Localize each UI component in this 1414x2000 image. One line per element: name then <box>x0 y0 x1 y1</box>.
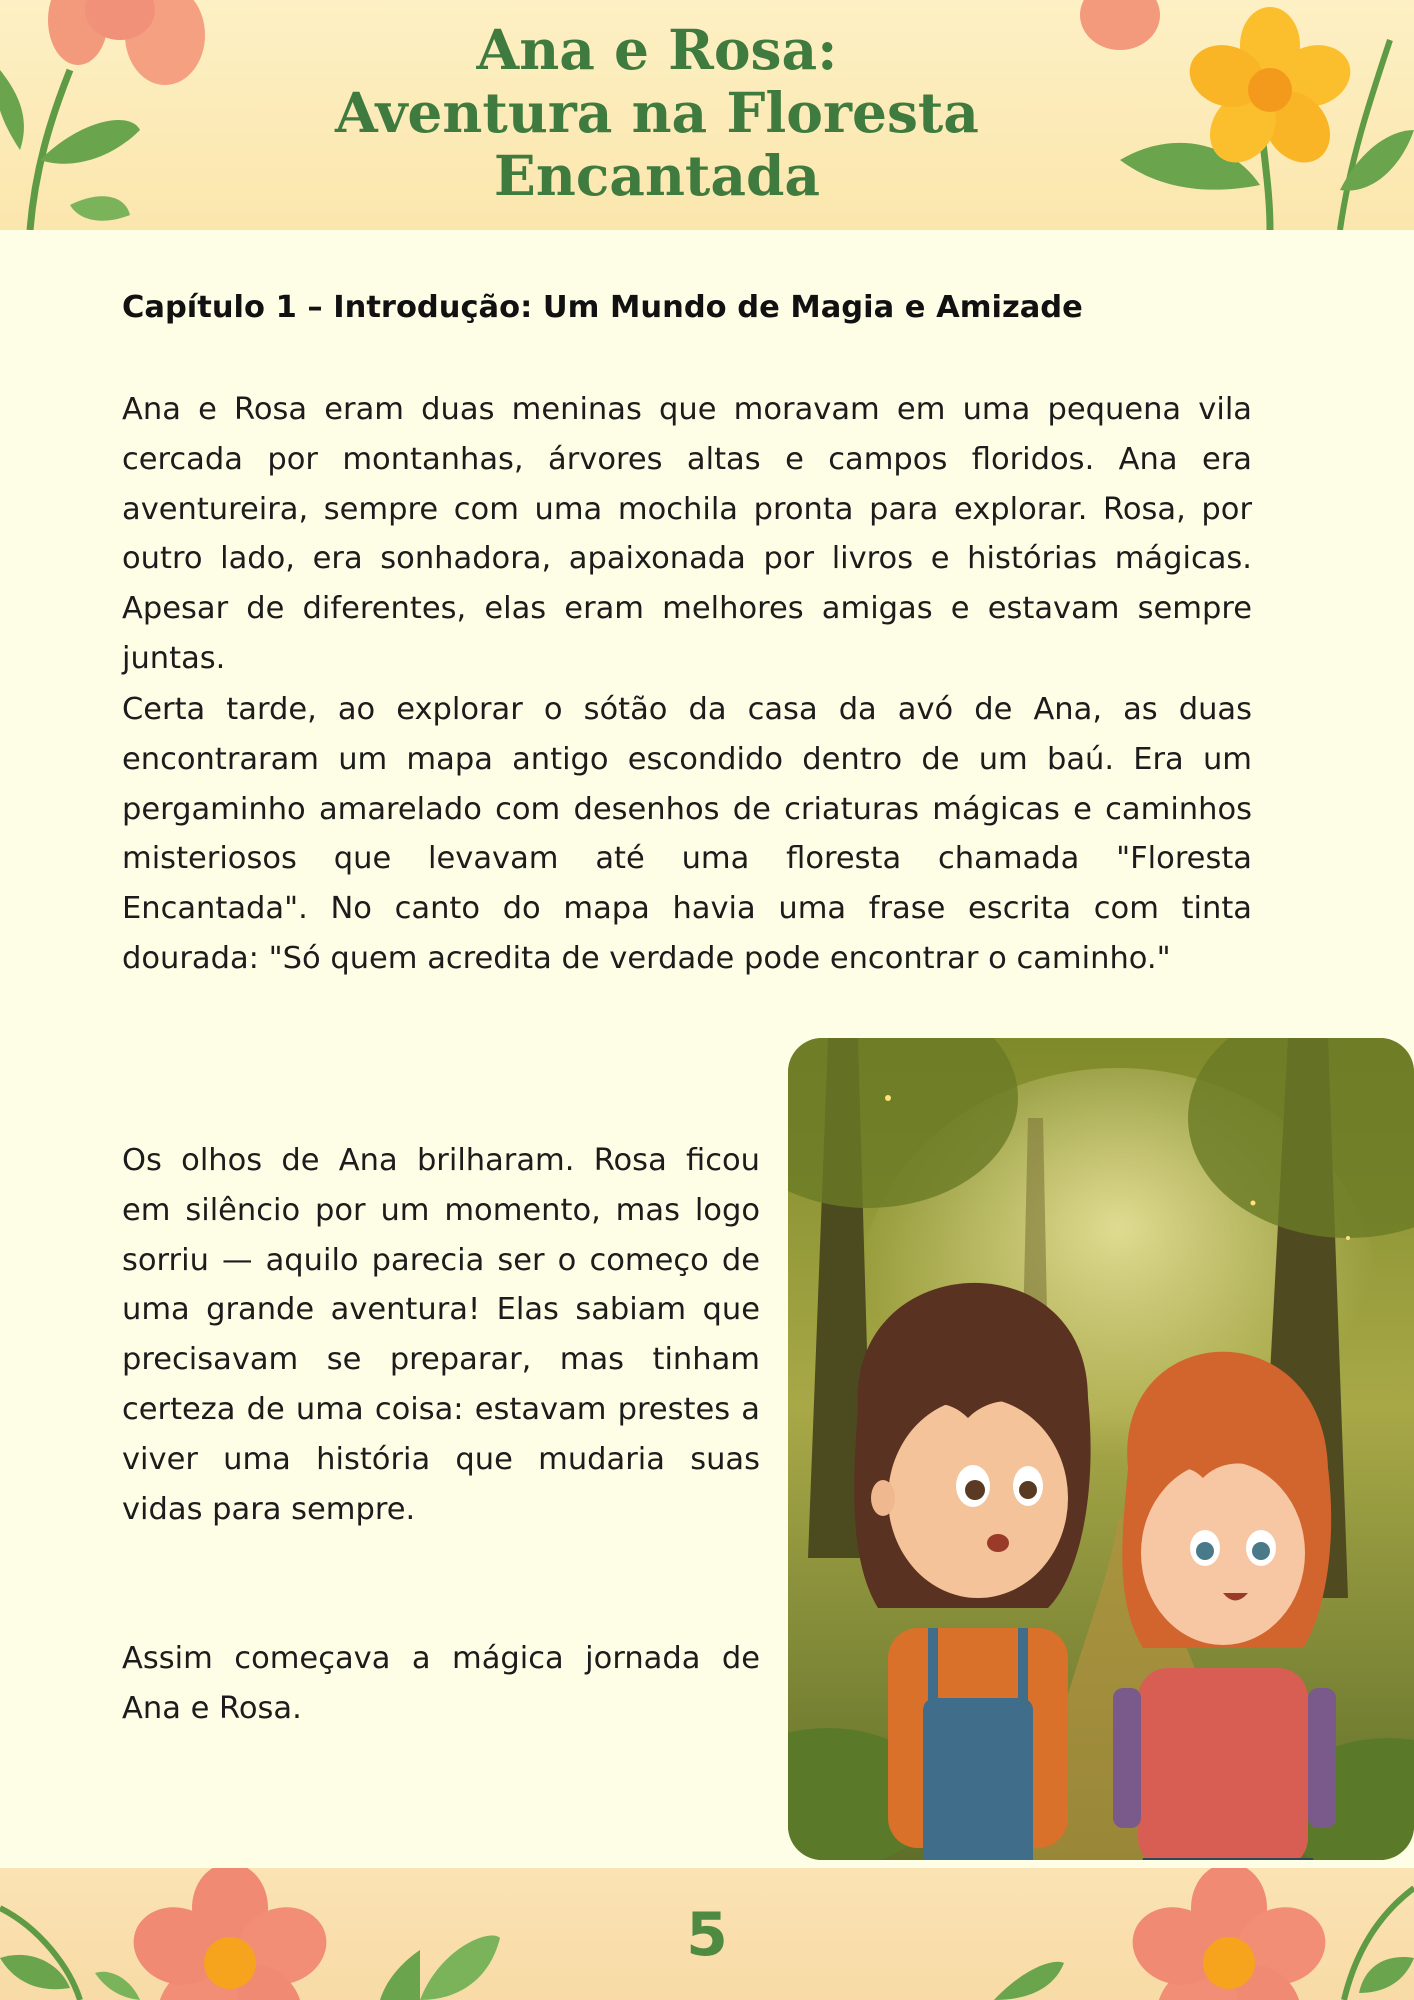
paragraph-3: Os olhos de Ana brilharam. Rosa ficou em silêncio por um momento, mas logo sorriu — aquilo parecia ser o começo de uma grande aventura! Elas sabiam que precisavam se preparar, mas tinham certeza de uma coisa: estavam prestes a viver uma história que mudaria suas vidas para sempre. <box>122 1143 760 1527</box>
illustration-two-girls-forest <box>788 1038 1414 1860</box>
paragraph-4: Assim começava a mágica jornada de Ana e Rosa. <box>122 1641 760 1726</box>
flower-decoration-left <box>0 0 230 230</box>
page-header <box>0 0 1414 230</box>
leaf-decoration-bottom-center <box>420 1908 540 2000</box>
flower-decoration-bottom-right <box>994 1868 1414 2000</box>
flower-decoration-bottom-left <box>0 1868 420 2000</box>
page-title <box>257 18 1057 207</box>
chapter-heading: Capítulo 1 – Introdução: Um Mundo de Magia e Amizade <box>122 290 1083 325</box>
paragraph-1: Ana e Rosa eram duas meninas que moravam em uma pequena vila cercada por montanhas, árvores altas e campos floridos. Ana era aventureira, sempre com uma mochila pronta para explorar. Rosa, por outro lado, era sonhadora, apaixonada por livros e histórias mágicas. Apesar de diferentes, elas eram melhores amigas e estavam sempre juntas. <box>122 392 1252 676</box>
title-line-2: Aventura na Floresta <box>335 80 979 145</box>
flower-decoration-right <box>1070 0 1414 230</box>
title-line-3: Encantada <box>493 143 821 208</box>
page-number: 5 <box>686 1900 728 1970</box>
paragraph-2: Certa tarde, ao explorar o sótão da casa da avó de Ana, as duas encontraram um mapa antigo escondido dentro de um baú. Era um pergaminho amarelado com desenhos de criaturas mágicas e caminhos misteriosos que levavam até uma floresta chamada "Floresta Encantada". No canto do mapa havia uma frase escrita com tinta dourada: "Só quem acredita de verdade pode encontrar o caminho." <box>122 692 1252 976</box>
title-line-1: Ana e Rosa: <box>476 17 838 82</box>
